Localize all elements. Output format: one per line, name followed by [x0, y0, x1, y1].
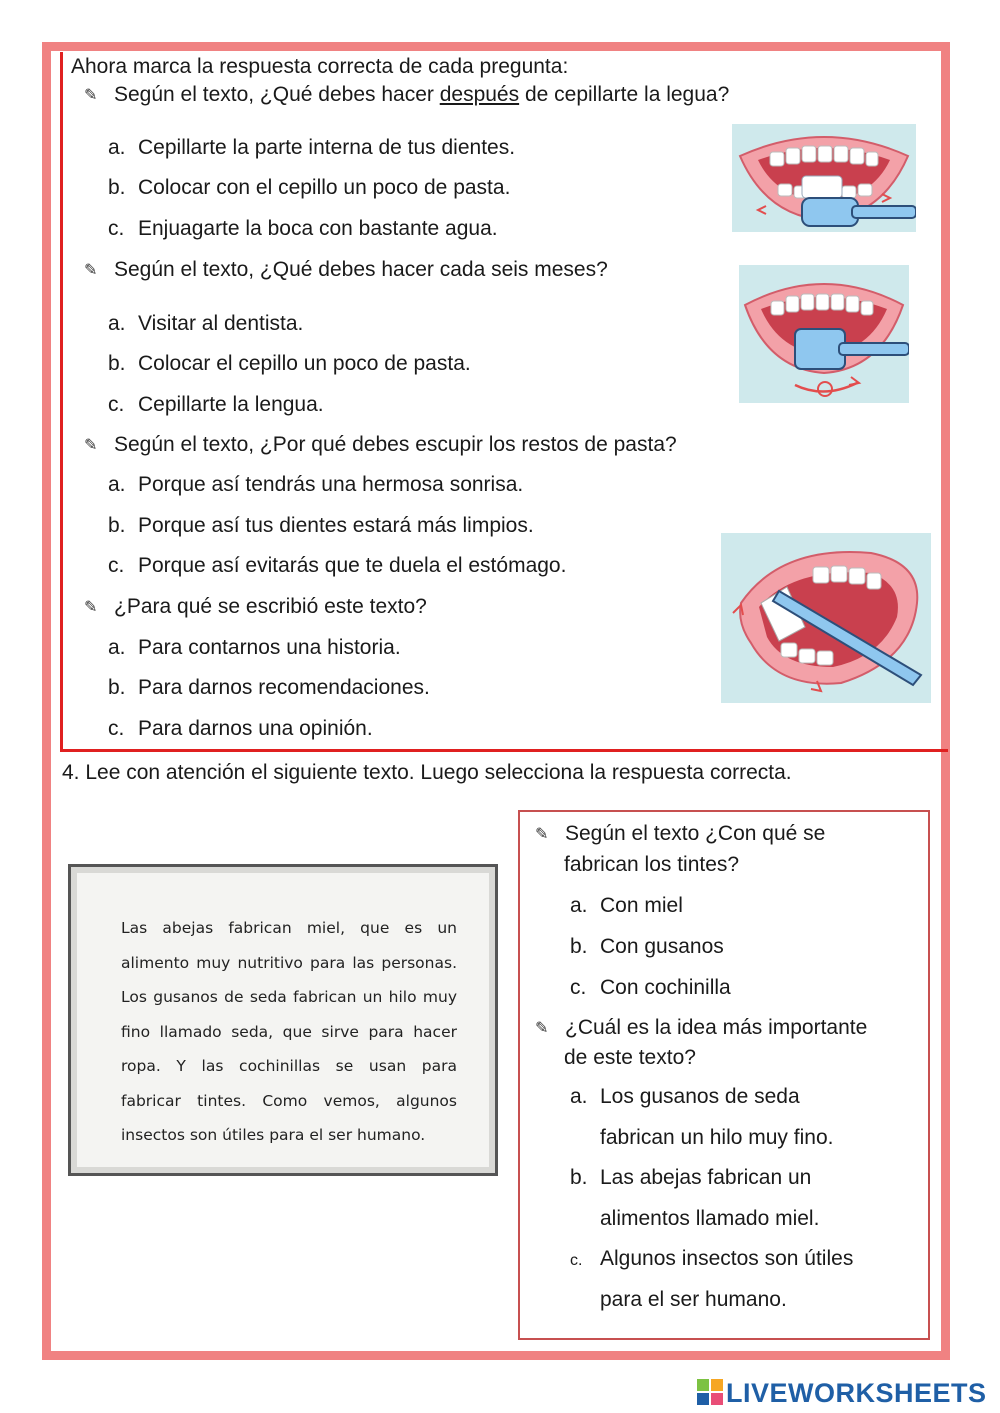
question-4: ✎ ¿Para qué se escribió este texto? — [84, 595, 427, 618]
liveworksheets-logo: LIVEWORKSHEETS — [697, 1378, 987, 1410]
reading-text-scan — [68, 864, 498, 1176]
brushing-illustration-3 — [721, 533, 931, 703]
q4-option-c[interactable]: c. Para darnos una opinión. — [108, 717, 373, 740]
pencil-icon: ✎ — [535, 1020, 549, 1037]
box-question-1-line2: fabrican los tintes? — [564, 853, 740, 876]
section4-heading: 4. Lee con atención el siguiente texto. Luego selecciona la respuesta correcta. — [62, 761, 792, 784]
box-question-2-line2: de este texto? — [564, 1046, 696, 1069]
box-q2-option-b-line2: alimentos llamado miel. — [600, 1207, 820, 1230]
question-1 — [84, 84, 729, 105]
box-q2-option-a[interactable]: a. Los gusanos de seda — [570, 1085, 800, 1108]
liveworksheets-logo-icon — [697, 1379, 723, 1405]
pencil-icon: ✎ — [84, 87, 98, 104]
reading-text: Las abejas fabrican miel, que es un alimento muy nutritivo para las personas. Los gusanos de seda fabrican un hilo muy fino llamado seda, que sirve para hacer ropa. Y las cochinillas se usan para fabricar tintes. Como vemos, algunos insectos son útiles para el ser humano. — [121, 919, 457, 1144]
question-3: ✎ Según el texto, ¿Por qué debes escupir los restos de pasta? — [84, 433, 677, 456]
box-question-2: ✎ ¿Cuál es la idea más importante — [535, 1016, 868, 1039]
q2-option-b[interactable]: b. Colocar el cepillo un poco de pasta. — [108, 352, 471, 375]
q4-option-b[interactable]: b. Para darnos recomendaciones. — [108, 676, 430, 699]
q3-option-c[interactable]: c. Porque así evitarás que te duela el estómago. — [108, 554, 567, 577]
box-q2-option-a-line2: fabrican un hilo muy fino. — [600, 1126, 834, 1149]
question-1-underlined: después — [439, 83, 520, 106]
box-q2-option-b[interactable]: b. Las abejas fabrican un — [570, 1166, 812, 1189]
q3-option-a[interactable]: a. Porque así tendrás una hermosa sonrisa. — [108, 473, 524, 496]
q1-option-a[interactable]: a. Cepillarte la parte interna de tus dientes. — [108, 136, 516, 159]
q1-option-c[interactable]: c. Enjuagarte la boca con bastante agua. — [108, 217, 498, 240]
q2-option-a[interactable]: a. Visitar al dentista. — [108, 312, 304, 335]
pencil-icon: ✎ — [535, 826, 549, 843]
box-question-1: ✎ Según el texto ¿Con qué se — [535, 822, 826, 845]
q1-option-b[interactable]: b. Colocar con el cepillo un poco de pasta. — [108, 176, 511, 199]
brushing-illustration-2 — [739, 265, 909, 403]
box-q1-option-a[interactable]: a. Con miel — [570, 894, 683, 917]
pencil-icon: ✎ — [84, 599, 98, 616]
q3-option-b[interactable]: b. Porque así tus dientes estará más limpios. — [108, 514, 534, 537]
question-2: ✎ Según el texto, ¿Qué debes hacer cada seis meses? — [84, 258, 608, 281]
box-q1-option-b[interactable]: b. Con gusanos — [570, 935, 724, 958]
q4-option-a[interactable]: a. Para contarnos una historia. — [108, 636, 401, 659]
box-q2-option-c-line2: para el ser humano. — [600, 1288, 787, 1311]
question-1-after: de cepillarte la legua? — [519, 83, 730, 106]
pencil-icon: ✎ — [84, 437, 98, 454]
question-1-before: Según el texto, ¿Qué debes hacer — [114, 83, 440, 106]
instruction: Ahora marca la respuesta correcta de cada pregunta: — [71, 55, 569, 78]
box-q2-option-c[interactable]: c. Algunos insectos son útiles — [570, 1247, 854, 1270]
box-q1-option-c[interactable]: c. Con cochinilla — [570, 976, 731, 999]
pencil-icon: ✎ — [84, 262, 98, 279]
q2-option-c[interactable]: c. Cepillarte la lengua. — [108, 393, 324, 416]
brushing-illustration-1 — [732, 124, 916, 232]
